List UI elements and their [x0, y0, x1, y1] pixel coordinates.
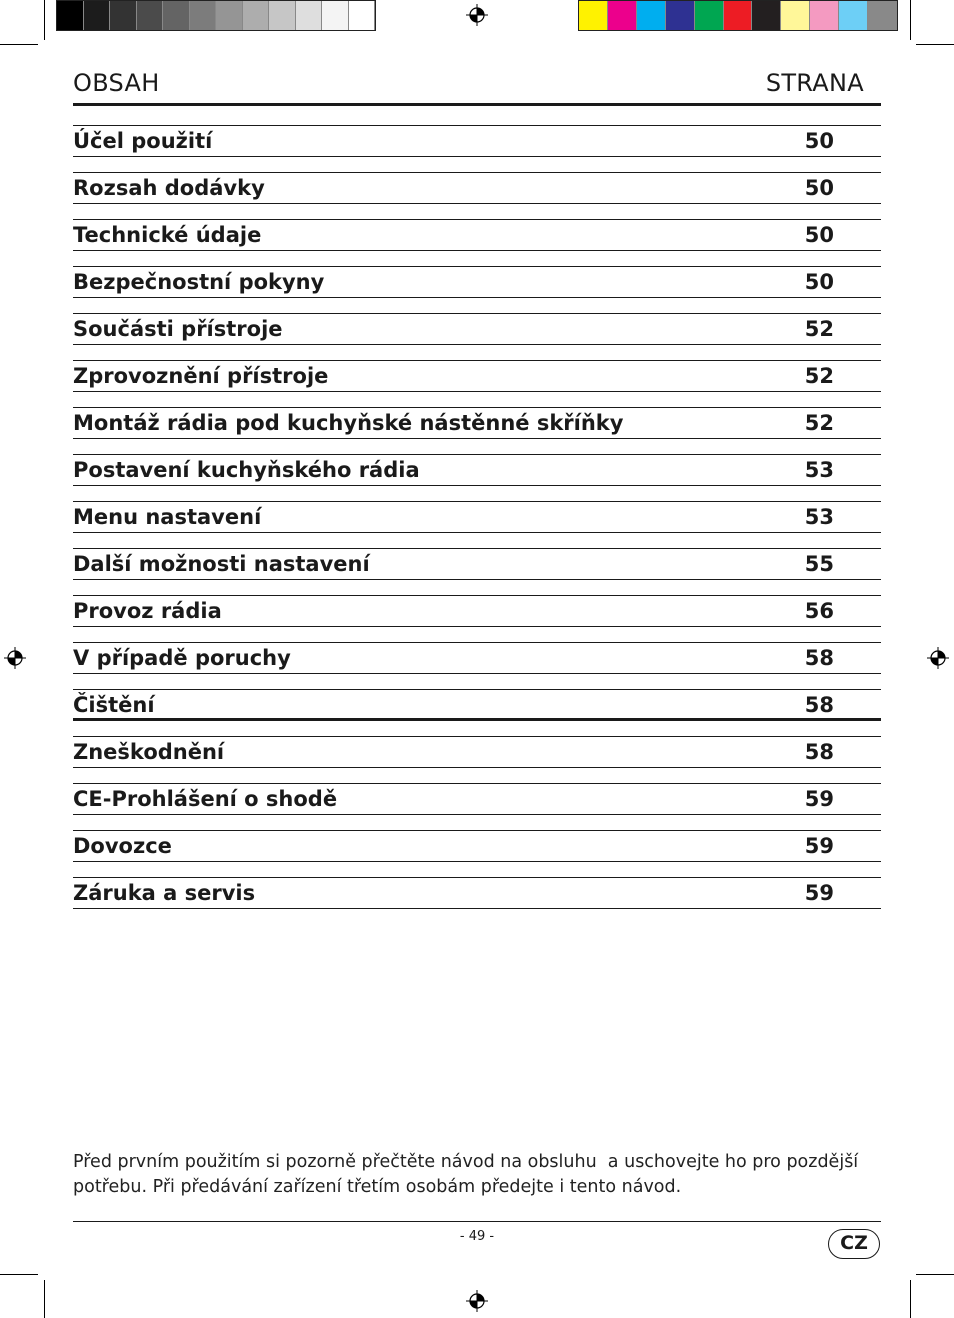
toc-title: Montáž rádia pod kuchyňské nástěnné skříňky	[73, 411, 624, 435]
calibration-swatch	[752, 1, 781, 30]
toc-title: Rozsah dodávky	[73, 176, 265, 200]
toc-title: Menu nastavení	[73, 505, 262, 529]
toc-page: 50	[804, 270, 834, 294]
toc-title: Provoz rádia	[73, 599, 222, 623]
toc-page: 59	[804, 787, 834, 811]
registration-mark-icon	[466, 1290, 488, 1312]
toc-row[interactable]	[73, 172, 881, 204]
calibration-swatch	[637, 1, 666, 30]
toc-row[interactable]	[73, 125, 881, 157]
toc-title: Technické údaje	[73, 223, 262, 247]
toc-page: 50	[804, 176, 834, 200]
calibration-swatch	[110, 1, 137, 30]
crop-mark	[44, 0, 45, 40]
toc-row[interactable]	[73, 548, 881, 580]
calibration-swatch	[781, 1, 810, 30]
toc-page: 53	[804, 505, 834, 529]
calibration-swatch	[190, 1, 217, 30]
toc-row[interactable]	[73, 783, 881, 815]
contents-header	[73, 66, 881, 106]
calibration-swatch	[243, 1, 270, 30]
registration-mark-icon	[466, 4, 488, 26]
calibration-swatch	[84, 1, 111, 30]
toc-row[interactable]	[73, 877, 881, 909]
calibration-swatch	[216, 1, 243, 30]
toc-row[interactable]	[73, 595, 881, 627]
calibration-swatch	[137, 1, 164, 30]
toc-page: 58	[804, 693, 834, 717]
calibration-swatch	[695, 1, 724, 30]
toc-title: Záruka a servis	[73, 881, 256, 905]
calibration-swatch	[296, 1, 323, 30]
toc-page: 52	[804, 317, 834, 341]
crop-mark	[916, 44, 954, 45]
calibration-swatch	[163, 1, 190, 30]
crop-mark	[0, 44, 38, 45]
calibration-swatch	[839, 1, 868, 30]
toc-title: Bezpečnostní pokyny	[73, 270, 325, 294]
toc-title: Čištění	[73, 693, 155, 717]
language-badge: CZ	[828, 1229, 880, 1259]
toc-page: 55	[804, 552, 834, 576]
calibration-swatch	[666, 1, 695, 30]
toc-row[interactable]	[73, 266, 881, 298]
toc-page: 59	[804, 881, 834, 905]
toc-title: Zneškodnění	[73, 740, 225, 764]
notice-line: potřebu. Při předávání zařízení třetím osobám předejte i tento návod.	[73, 1177, 682, 1197]
registration-mark-icon	[927, 647, 949, 669]
calibration-swatch	[579, 1, 608, 30]
calibration-swatch	[608, 1, 637, 30]
table-of-contents	[73, 125, 881, 924]
registration-mark-icon	[4, 647, 26, 669]
calibration-swatch	[322, 1, 349, 30]
toc-title: Zprovoznění přístroje	[73, 364, 329, 388]
notice-line: Před prvním použitím si pozorně přečtěte návod na obsluhu a uschovejte ho pro pozdější	[73, 1152, 859, 1172]
toc-page: 52	[804, 411, 834, 435]
toc-title: Součásti přístroje	[73, 317, 283, 341]
footer-divider	[73, 1221, 881, 1222]
toc-page: 59	[804, 834, 834, 858]
toc-row[interactable]	[73, 313, 881, 345]
toc-row[interactable]	[73, 689, 881, 721]
usage-notice	[73, 1150, 873, 1200]
toc-title: Další možnosti nastavení	[73, 552, 370, 576]
toc-row[interactable]	[73, 501, 881, 533]
calibration-swatch	[57, 1, 84, 30]
crop-mark	[0, 1274, 38, 1275]
toc-title: Postavení kuchyňského rádia	[73, 458, 420, 482]
crop-mark	[44, 1280, 45, 1318]
page-column-heading: STRANA	[765, 69, 864, 97]
toc-title: CE-Prohlášení o shodě	[73, 787, 338, 811]
calibration-swatch	[349, 1, 376, 30]
calibration-swatch	[810, 1, 839, 30]
toc-row[interactable]	[73, 830, 881, 862]
toc-page: 56	[804, 599, 834, 623]
crop-mark	[910, 1280, 911, 1318]
toc-row[interactable]	[73, 454, 881, 486]
toc-row[interactable]	[73, 407, 881, 439]
crop-mark	[916, 1274, 954, 1275]
calibration-swatch	[868, 1, 897, 30]
toc-row[interactable]	[73, 219, 881, 251]
toc-page: 50	[804, 129, 834, 153]
toc-title: Účel použití	[73, 129, 213, 153]
toc-row[interactable]	[73, 736, 881, 768]
toc-title: V případě poruchy	[73, 646, 291, 670]
calibration-swatch	[724, 1, 753, 30]
toc-page: 58	[804, 646, 834, 670]
toc-page: 58	[804, 740, 834, 764]
crop-mark	[910, 0, 911, 40]
toc-row[interactable]	[73, 360, 881, 392]
toc-row[interactable]	[73, 642, 881, 674]
toc-page: 52	[804, 364, 834, 388]
toc-page: 50	[804, 223, 834, 247]
calibration-swatch	[269, 1, 296, 30]
page-number: - 49 -	[459, 1229, 495, 1244]
toc-page: 53	[804, 458, 834, 482]
toc-title: Dovozce	[73, 834, 172, 858]
contents-heading: OBSAH	[73, 69, 160, 97]
grayscale-calibration-bar	[56, 0, 376, 31]
color-calibration-bar	[578, 0, 898, 31]
